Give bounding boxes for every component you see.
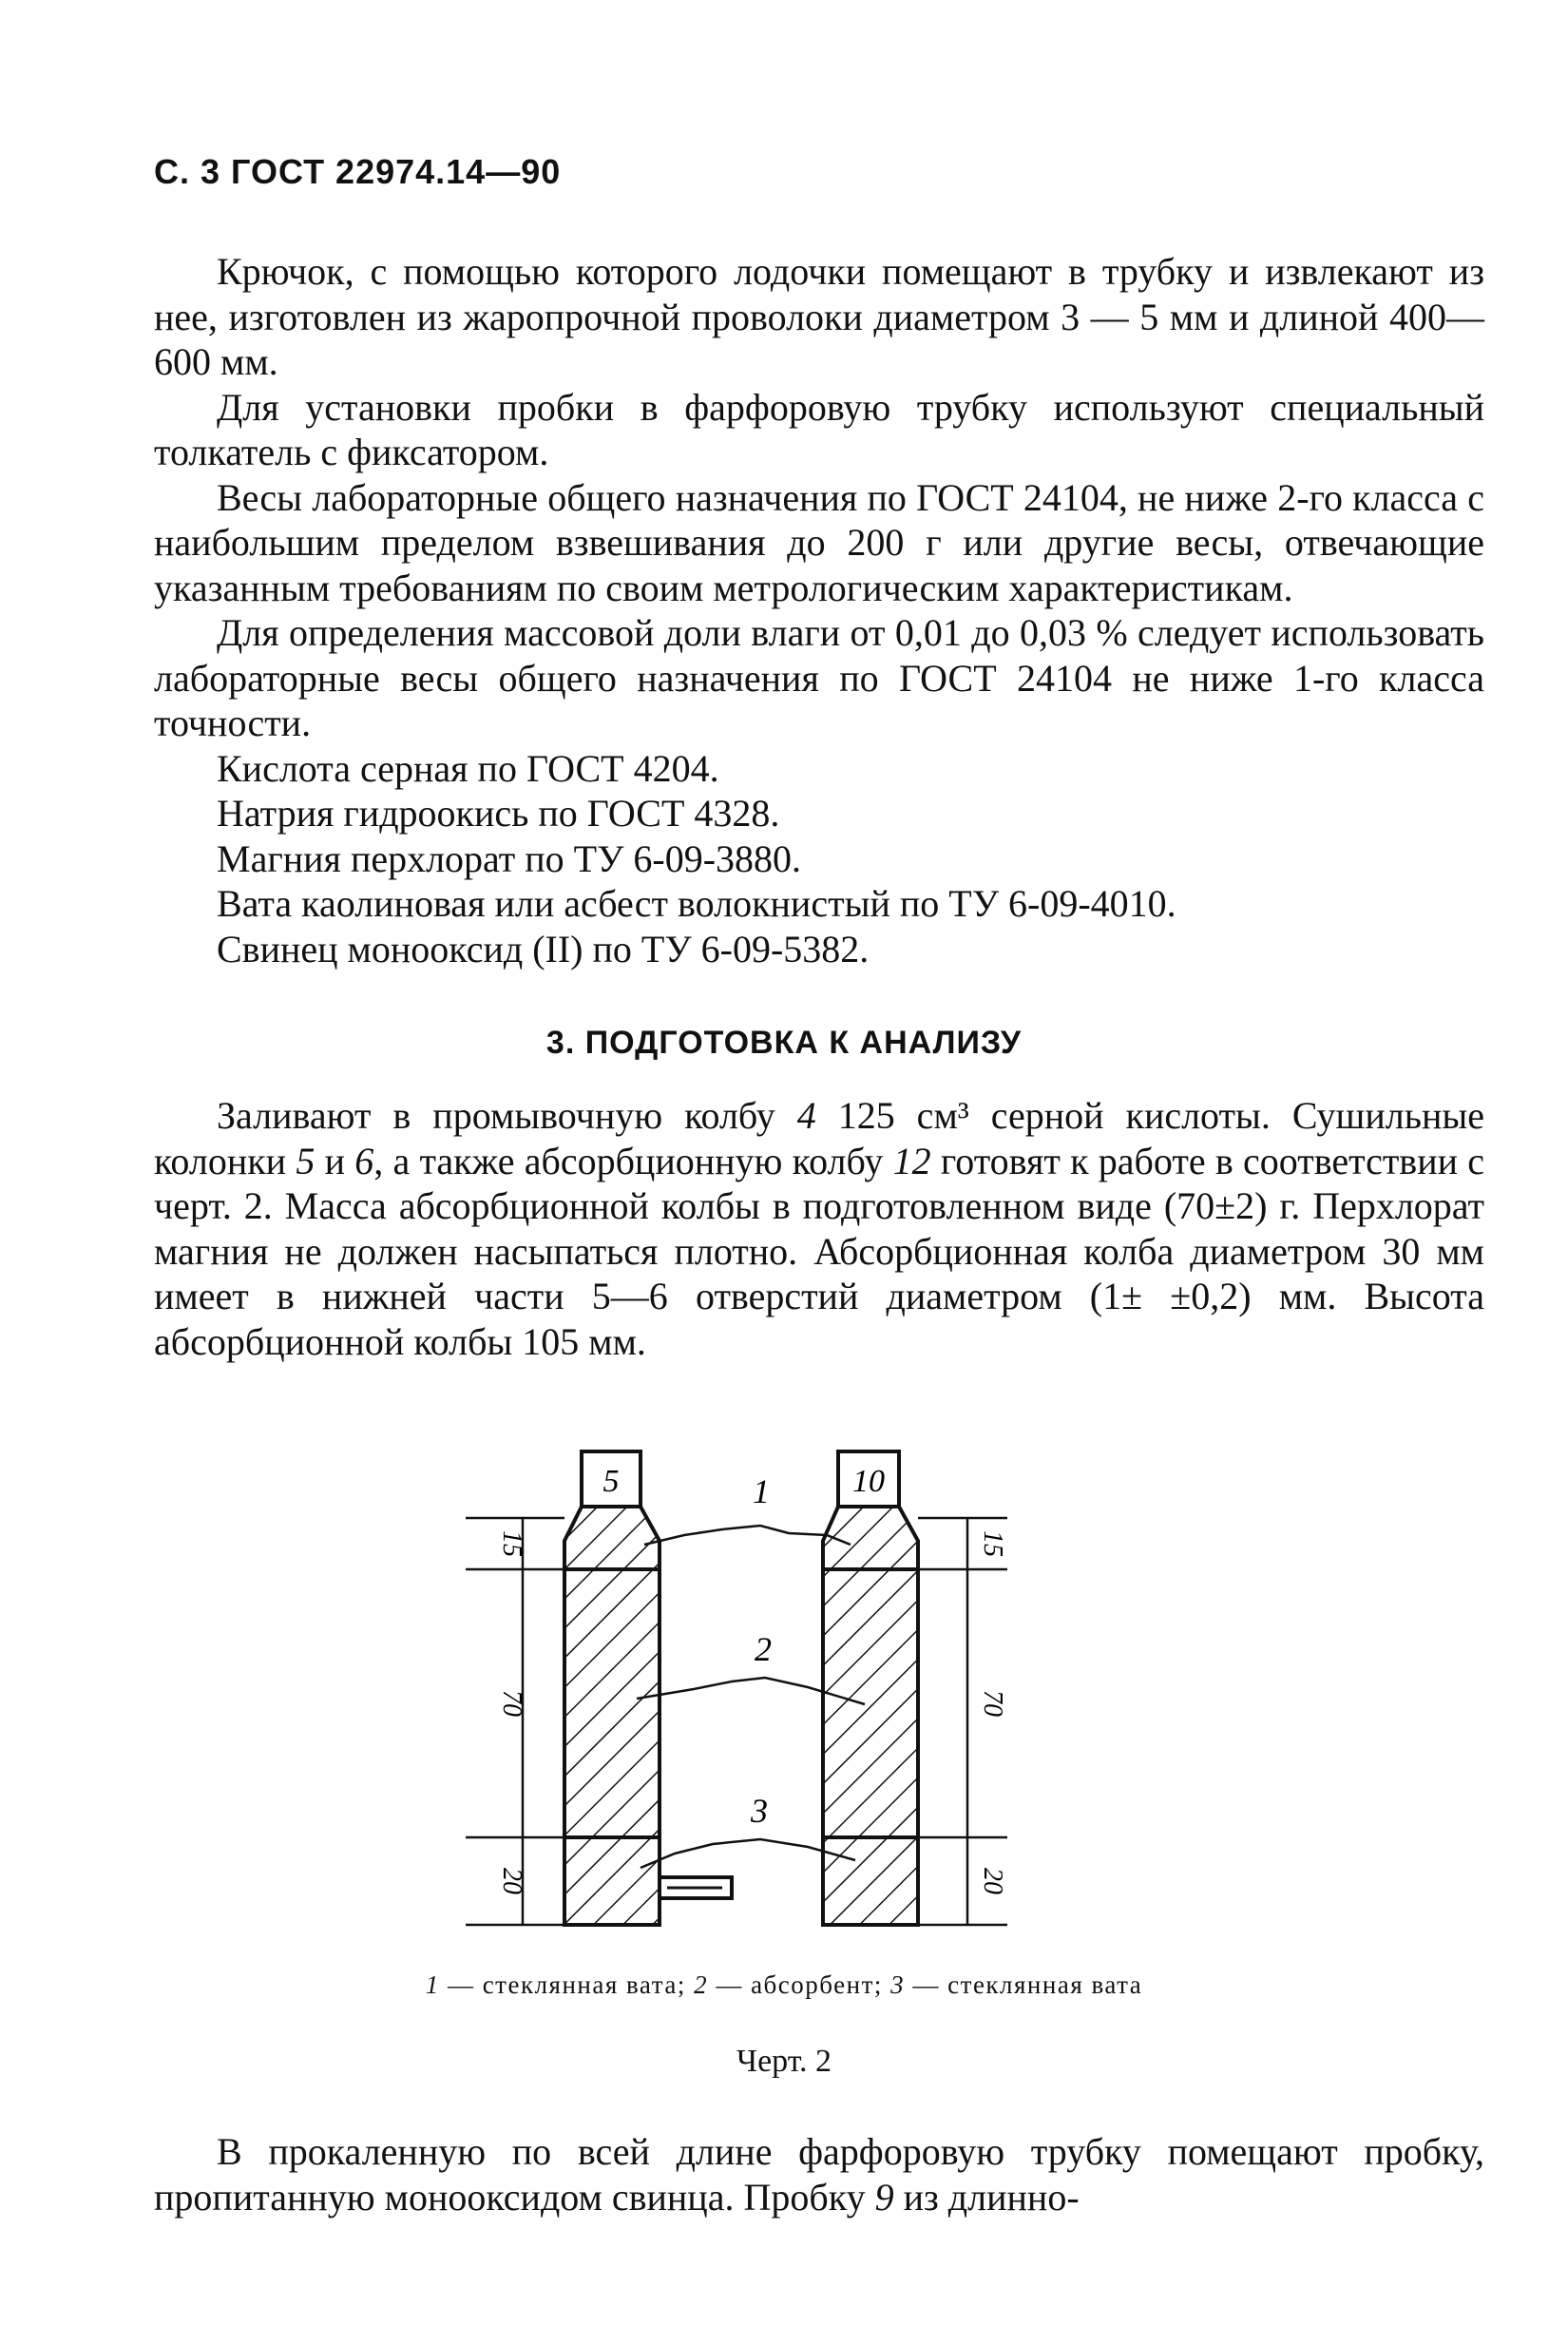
right-dim-70: 70 [978, 1690, 1007, 1717]
left-top-section [564, 1507, 660, 1569]
callout-3: 3 [751, 1792, 768, 1830]
paragraph-scales: Весы лабораторные общего назначения по ГОСТ 24104, не ниже 2-го класса с наибольшим пределом взвешивания до 200 г или другие весы, отвечающие указанным требованиям по своим метрологическим характеристикам. [154, 475, 1484, 609]
section-title: 3. ПОДГОТОВКА К АНАЛИЗУ [545, 1025, 1023, 1061]
absorption-flask-figure [447, 1450, 1169, 1963]
paragraph-pusher: Для установки пробки в фарфоровую трубку используют специальный толкатель с фиксатором. [154, 385, 1484, 473]
left-dim-20: 20 [497, 1868, 526, 1894]
paragraph-hook: Крючок, с помощью которого лодочки помещают в трубку и извлекают из нее, изготовлен из жаропрочной проволоки диаметром 3 — 5 мм и длиной 400—600 мм. [154, 250, 1484, 383]
right-dim-15: 15 [978, 1530, 1007, 1557]
preparation-text [154, 1093, 1484, 1364]
figure-caption: 1 — стеклянная вата; 2 — абсорбент; 3 — стеклянная вата [425, 1970, 1143, 1999]
continuation-text [154, 2129, 1484, 2219]
reagent-sulfuric-acid: Кислота серная по ГОСТ 4204. [217, 746, 719, 790]
reagent-sodium-hydroxide: Натрия гидроокись по ГОСТ 4328. [217, 792, 780, 835]
left-bottom-section [564, 1837, 660, 1925]
page-header: С. 3 ГОСТ 22974.14—90 [154, 152, 562, 191]
paragraph-moisture: Для определения массовой доли влаги от 0,01 до 0,03 % следует использовать лабораторные весы общего назначения по ГОСТ 24104 не ниже 1-го класса точности. [154, 611, 1484, 744]
right-dimensions [918, 1518, 1007, 1925]
left-dimensions [466, 1518, 564, 1925]
reagent-kaolin-wool: Вата каолиновая или асбест волокнистый по ТУ 6-09-4010. [217, 882, 1176, 925]
reagent-lead-monoxide: Свинец монооксид (II) по ТУ 6-09-5382. [217, 927, 870, 970]
left-dim-70: 70 [497, 1690, 526, 1717]
left-dim-15: 15 [497, 1530, 526, 1557]
left-column [564, 1451, 732, 1925]
continuation-paragraph: В прокаленную по всей длине фарфоровую трубку помещают пробку, пропитанную монооксидом свинца. Пробку 9 из длинно- [154, 2130, 1484, 2219]
left-stopper-label: 5 [602, 1464, 620, 1499]
right-dim-20: 20 [978, 1868, 1007, 1894]
right-bottom-section [823, 1837, 918, 1925]
callout-2: 2 [755, 1630, 772, 1668]
right-top-section [823, 1507, 918, 1569]
preparation-paragraph: Заливают в промывочную колбу 4 125 см³ серной кислоты. Сушильные колонки 5 и 6, а также абсорбционную колбу 12 готовят к работе в соответствии с черт. 2. Масса абсорбционной колбы в подготовленном виде (70±2) г. Перхлорат магния не должен насыпаться плотно. Абсорбционная колба диаметром 30 мм имеет в нижней части 5—6 отверстий диаметром (1± ±0,2) мм. Высота абсорбционной колбы 105 мм. [154, 1094, 1484, 1363]
callout-1: 1 [753, 1472, 770, 1510]
right-middle-section [823, 1569, 918, 1837]
figure-number: Черт. 2 [736, 2044, 832, 2079]
right-stopper-label: 10 [852, 1464, 885, 1499]
left-middle-section [564, 1569, 660, 1837]
equipment-text [154, 249, 1484, 971]
reagent-magnesium-perchlorate: Магния перхлорат по ТУ 6-09-3880. [217, 836, 802, 880]
right-column [823, 1451, 918, 1925]
